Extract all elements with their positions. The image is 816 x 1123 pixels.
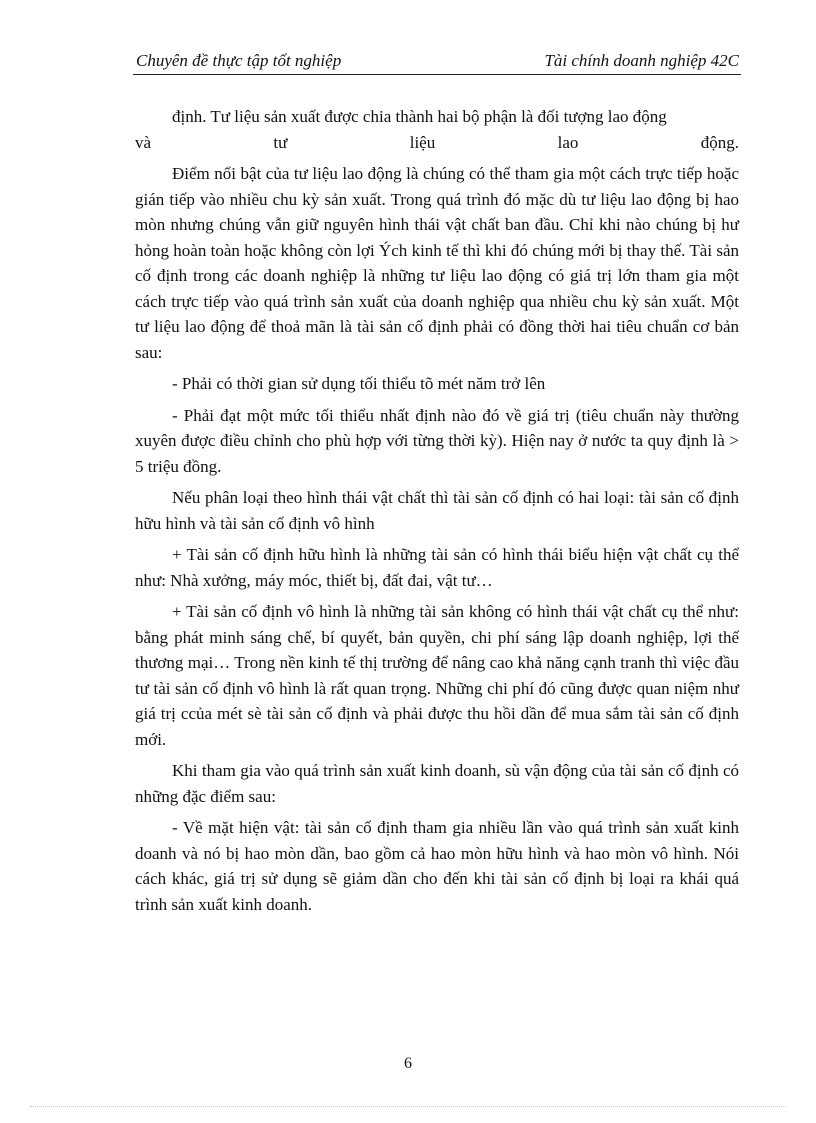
body-text (135, 104, 739, 923)
header-right-title: Tài chính doanh nghiệp 42C (544, 51, 739, 70)
paragraph-4: - Phải có thời gian sử dụng tối thiểu tõ mét năm trở lên (172, 374, 546, 393)
paragraph-10: - Về mặt hiện vật: tài sản cố định tham gia nhiều lần vào quá trình sản xuất kinh doanh và nó bị hao mòn dần, bao gồm cả hao mòn hữu hình và hao mòn vô hình. Nói cách khác, giá trị sử dụng sẽ giảm dần cho đến khi tài sản cố định bị loại ra khái quá trình sản xuất kinh doanh. (135, 818, 739, 914)
paragraph-1: định. Tư liệu sản xuất được chia thành hai bộ phận là đối tượng lao động (172, 107, 667, 126)
page-header (133, 50, 741, 75)
paragraph-8: + Tài sản cố định vô hình là những tài sản không có hình thái vật chất cụ thể như: bằng phát minh sáng chế, bí quyết, bản quyền, chi phí sáng lập doanh nghiệp, lợi thế thương mại… Trong nền kinh tế thị trường để nâng cao khả năng cạnh tranh thì việc đầu tư tài sản cố định vô hình là rất quan trọng. Những chi phí đó cũng được quan niệm như giá trị ccủa mét sè tài sản cố định và phải được thu hồi dần để mua sắm tài sản cố định mới. (135, 602, 739, 749)
page-number: 6 (404, 1055, 412, 1072)
paragraph-7: + Tài sản cố định hữu hình là những tài sản có hình thái biểu hiện vật chất cụ thể như: Nhà xưởng, máy móc, thiết bị, đất đai, vật tư… (135, 545, 739, 590)
paragraph-2: và tư liệu lao động. (135, 132, 739, 152)
paragraph-5: - Phải đạt một mức tối thiểu nhất định nào đó về giá trị (tiêu chuẩn này thường xuyên được điều chỉnh cho phù hợp với từng thời kỳ). Hiện nay ở nước ta quy định là > 5 triệu đồng. (135, 405, 739, 476)
paragraph-3: Điểm nổi bật của tư liệu lao động là chúng có thể tham gia một cách trực tiếp hoặc gián tiếp vào nhiều chu kỳ sản xuất. Trong quá trình đó mặc dù tư liệu lao động bị hao mòn nhưng chúng vẫn giữ nguyên hình thái vật chất ban đầu. Chỉ khi nào chúng bị hư hỏng hoàn toàn hoặc không còn lợi Ých kinh tế thì khi đó chúng mới bị thay thế. Tài sản cố định trong các doanh nghiệp là những tư liệu lao động có giá trị lớn tham gia một cách trực tiếp vào quá trình sản xuất của doanh nghiệp qua nhiều chu kỳ sản xuất. Một tư liệu lao động để thoả mãn là tài sản cố định phải có đồng thời hai tiêu chuẩn cơ bản sau: (135, 164, 739, 362)
paragraph-6: Nếu phân loại theo hình thái vật chất thì tài sản cố định có hai loại: tài sản cố định hữu hình và tài sản cố định vô hình (135, 488, 739, 533)
paragraph-9: Khi tham gia vào quá trình sản xuất kinh doanh, sù vận động của tài sản cố định có những đặc điểm sau: (135, 761, 739, 806)
page-bottom-divider (30, 1106, 786, 1107)
header-left-title: Chuyên đề thực tập tốt nghiệp (136, 51, 342, 70)
